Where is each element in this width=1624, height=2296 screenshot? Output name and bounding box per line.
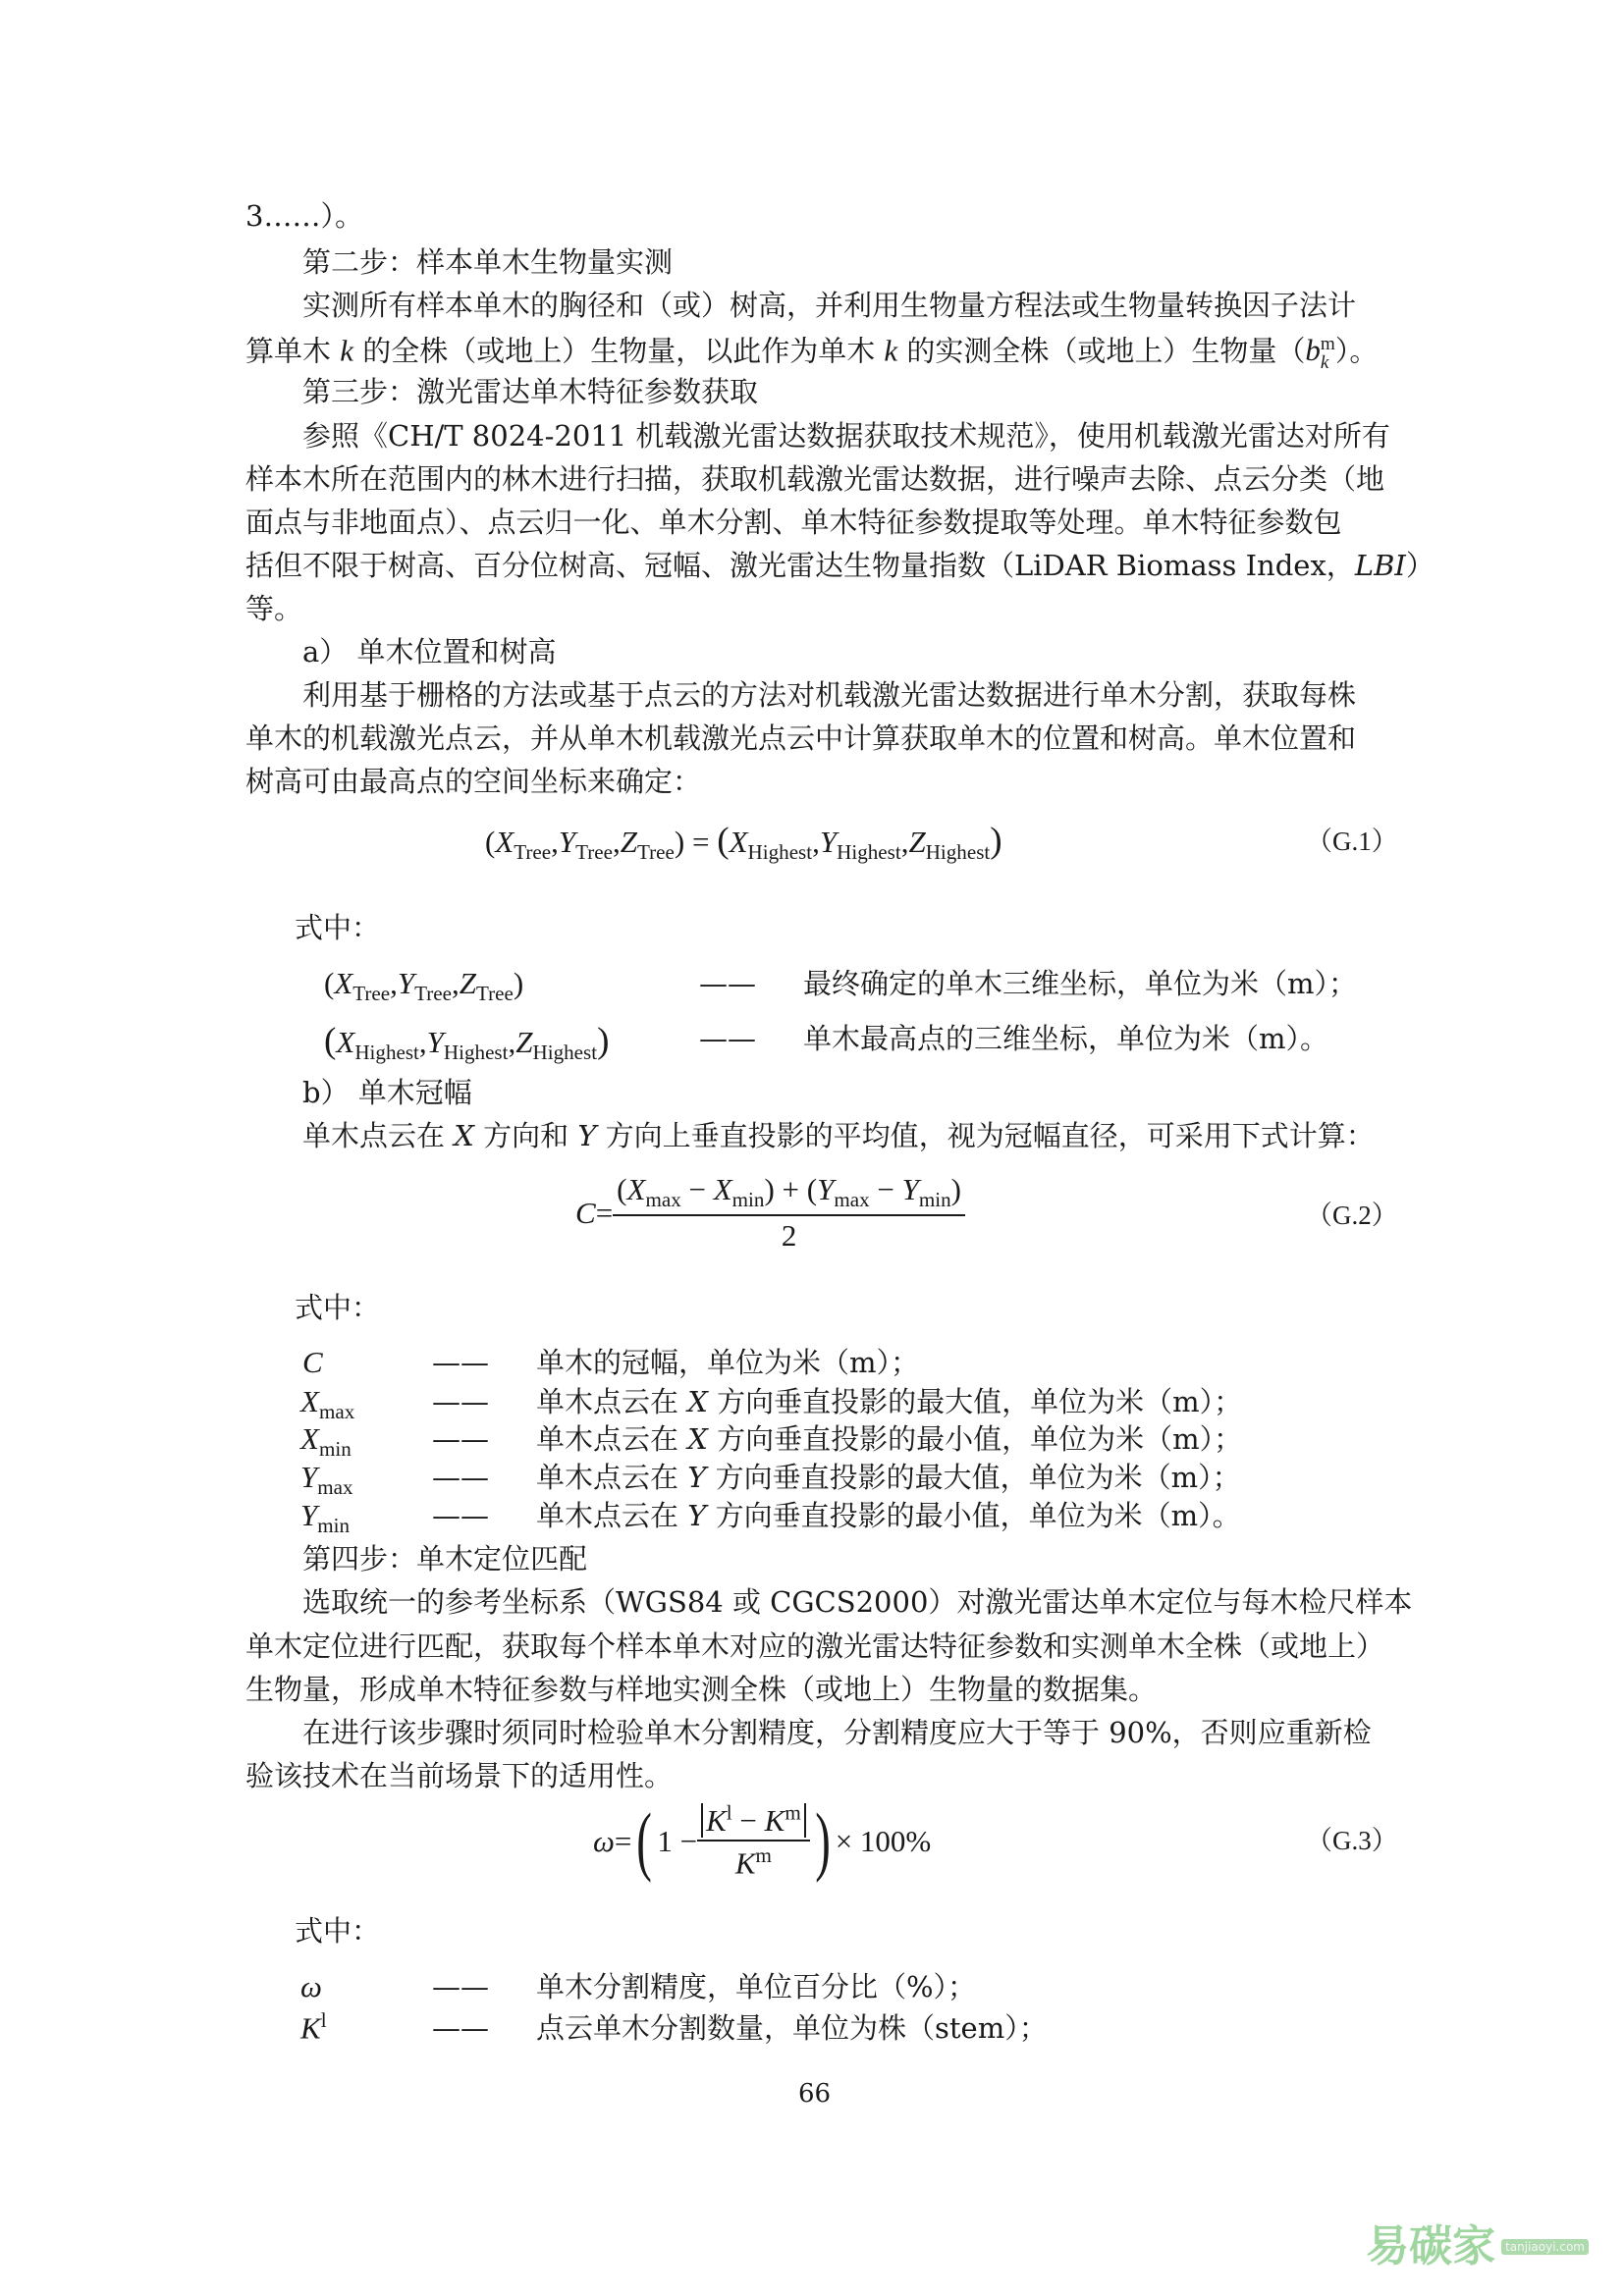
section-b-heading: b） 单木冠幅 bbox=[302, 1076, 472, 1109]
where-label: 式中： bbox=[295, 1914, 381, 1948]
watermark-logo: 易碳家 bbox=[1366, 2221, 1496, 2271]
equation-g1: $(X_{Tree},Y_{Tree},Z_{Tree}) = (X_{Highest},Y_{Highest},Z_{Highest})$ bbox=[485, 821, 1002, 865]
body-line: 面点与非地面点）、点云归一化、单木分割、单木特征参数提取等处理。单木特征参数包 bbox=[245, 506, 1342, 539]
body-line: 利用基于栅格的方法或基于点云的方法对机载激光雷达数据进行单木分割，获取每株 bbox=[302, 678, 1357, 712]
body-line: 树高可由最高点的空间坐标来确定： bbox=[245, 765, 702, 798]
body-line: 样本木所在范围内的林木进行扫描，获取机载激光雷达数据，进行噪声去除、点云分类（地 bbox=[245, 462, 1385, 496]
def-dash: —— bbox=[432, 1346, 489, 1379]
page-number: 66 bbox=[798, 2079, 832, 2109]
def-description: 单木最高点的三维坐标，单位为米（m）。 bbox=[803, 1022, 1328, 1055]
def-description: 点云单木分割数量，单位为株（stem）； bbox=[536, 2011, 1048, 2045]
def-symbol: $Y_{min}$ bbox=[300, 1498, 351, 1538]
def-dash: —— bbox=[699, 1022, 756, 1055]
def-description: 最终确定的单木三维坐标，单位为米（m）； bbox=[803, 967, 1357, 1000]
equation-number-g3: （G.3） bbox=[1306, 1826, 1398, 1855]
def-description: 单木的冠幅，单位为米（m）； bbox=[536, 1346, 919, 1379]
def-description: 单木分割精度，单位百分比（%）； bbox=[536, 1970, 977, 2003]
body-line: 实测所有样本单木的胸径和（或）树高，并利用生物量方程法或生物量转换因子法计 bbox=[302, 289, 1357, 322]
def-description: 单木点云在 Y 方向垂直投影的最大值，单位为米（m）； bbox=[536, 1461, 1241, 1494]
def-symbol: $X_{min}$ bbox=[300, 1421, 352, 1462]
body-line: 验该技术在当前场景下的适用性。 bbox=[245, 1759, 674, 1792]
watermark bbox=[1366, 2221, 1589, 2271]
def-symbol: $Y_{max}$ bbox=[300, 1460, 353, 1500]
body-line: 参照《CH/T 8024-2011 机载激光雷达数据获取技术规范》，使用机载激光雷达对所有 bbox=[302, 419, 1390, 453]
def-dash: —— bbox=[432, 1461, 489, 1494]
equation-g3: ω = ( 1 − $\frac{K^l - K^m}{K^m}$ ) × 100% bbox=[593, 1797, 932, 1883]
body-line: 算单木 k 的全株（或地上）生物量，以此作为单木 k 的实测全株（或地上）生物量（b m k ）。 bbox=[245, 333, 1379, 374]
def-description: 单木点云在 Y 方向垂直投影的最小值，单位为米（m）。 bbox=[536, 1499, 1241, 1532]
def-dash: —— bbox=[432, 1499, 489, 1532]
step-two-heading: 第二步：样本单木生物量实测 bbox=[302, 245, 674, 279]
watermark-url: tanjiaoyi.com bbox=[1501, 2239, 1589, 2255]
where-label: 式中： bbox=[295, 1291, 381, 1324]
body-line: 单木的机载激光点云，并从单木机载激光点云中计算获取单木的位置和树高。单木位置和 bbox=[245, 721, 1357, 755]
body-line: 单木定位进行匹配，获取每个样本单木对应的激光雷达特征参数和实测单木全株（或地上） bbox=[245, 1629, 1385, 1663]
body-line: 选取统一的参考坐标系（WGS84 或 CGCS2000）对激光雷达单木定位与每木检尺样本 bbox=[302, 1585, 1413, 1619]
body-line: 生物量，形成单木特征参数与样地实测全株（或地上）生物量的数据集。 bbox=[245, 1673, 1158, 1706]
def-symbol-highest-coords: $(X_{Highest},Y_{Highest},Z_{Highest})$ bbox=[324, 1021, 610, 1065]
def-description: 单木点云在 X 方向垂直投影的最大值，单位为米（m）； bbox=[536, 1385, 1243, 1418]
body-line: 等。 bbox=[245, 592, 303, 625]
body-line: 单木点云在 X 方向和 Y 方向上垂直投影的平均值，视为冠幅直径，可采用下式计算： bbox=[302, 1119, 1375, 1152]
section-a-heading: a） 单木位置和树高 bbox=[302, 635, 557, 668]
step-four-heading: 第四步：单木定位匹配 bbox=[302, 1542, 588, 1575]
def-symbol: ω bbox=[300, 1969, 322, 2003]
def-dash: —— bbox=[699, 967, 756, 1000]
def-symbol: $K^l$ bbox=[300, 2008, 327, 2046]
def-symbol-tree-coords: $(X_{Tree},Y_{Tree},Z_{Tree})$ bbox=[324, 966, 524, 1006]
def-description: 单木点云在 X 方向垂直投影的最小值，单位为米（m）； bbox=[536, 1422, 1243, 1456]
def-symbol: C bbox=[302, 1345, 323, 1379]
def-dash: —— bbox=[432, 1385, 489, 1418]
where-label: 式中： bbox=[295, 911, 381, 944]
equation-number-g2: （G.2） bbox=[1306, 1201, 1398, 1230]
step-three-heading: 第三步：激光雷达单木特征参数获取 bbox=[302, 375, 759, 408]
equation-g2: C = $\frac{(X_{max} - X_{min}) + (Y_{max} - Y_{min})}{2}$ bbox=[575, 1174, 965, 1251]
body-line: 括但不限于树高、百分位树高、冠幅、激光雷达生物量指数（LiDAR Biomass Index，LBI） bbox=[245, 549, 1435, 582]
def-dash: —— bbox=[432, 2011, 489, 2045]
continuation-text: 3……）。 bbox=[245, 199, 363, 233]
def-dash: —— bbox=[432, 1970, 489, 2003]
equation-number-g1: （G.1） bbox=[1306, 827, 1398, 856]
body-line: 在进行该步骤时须同时检验单木分割精度，分割精度应大于等于 90%，否则应重新检 bbox=[302, 1716, 1372, 1749]
def-symbol: $X_{max}$ bbox=[300, 1384, 355, 1424]
def-dash: —— bbox=[432, 1422, 489, 1456]
